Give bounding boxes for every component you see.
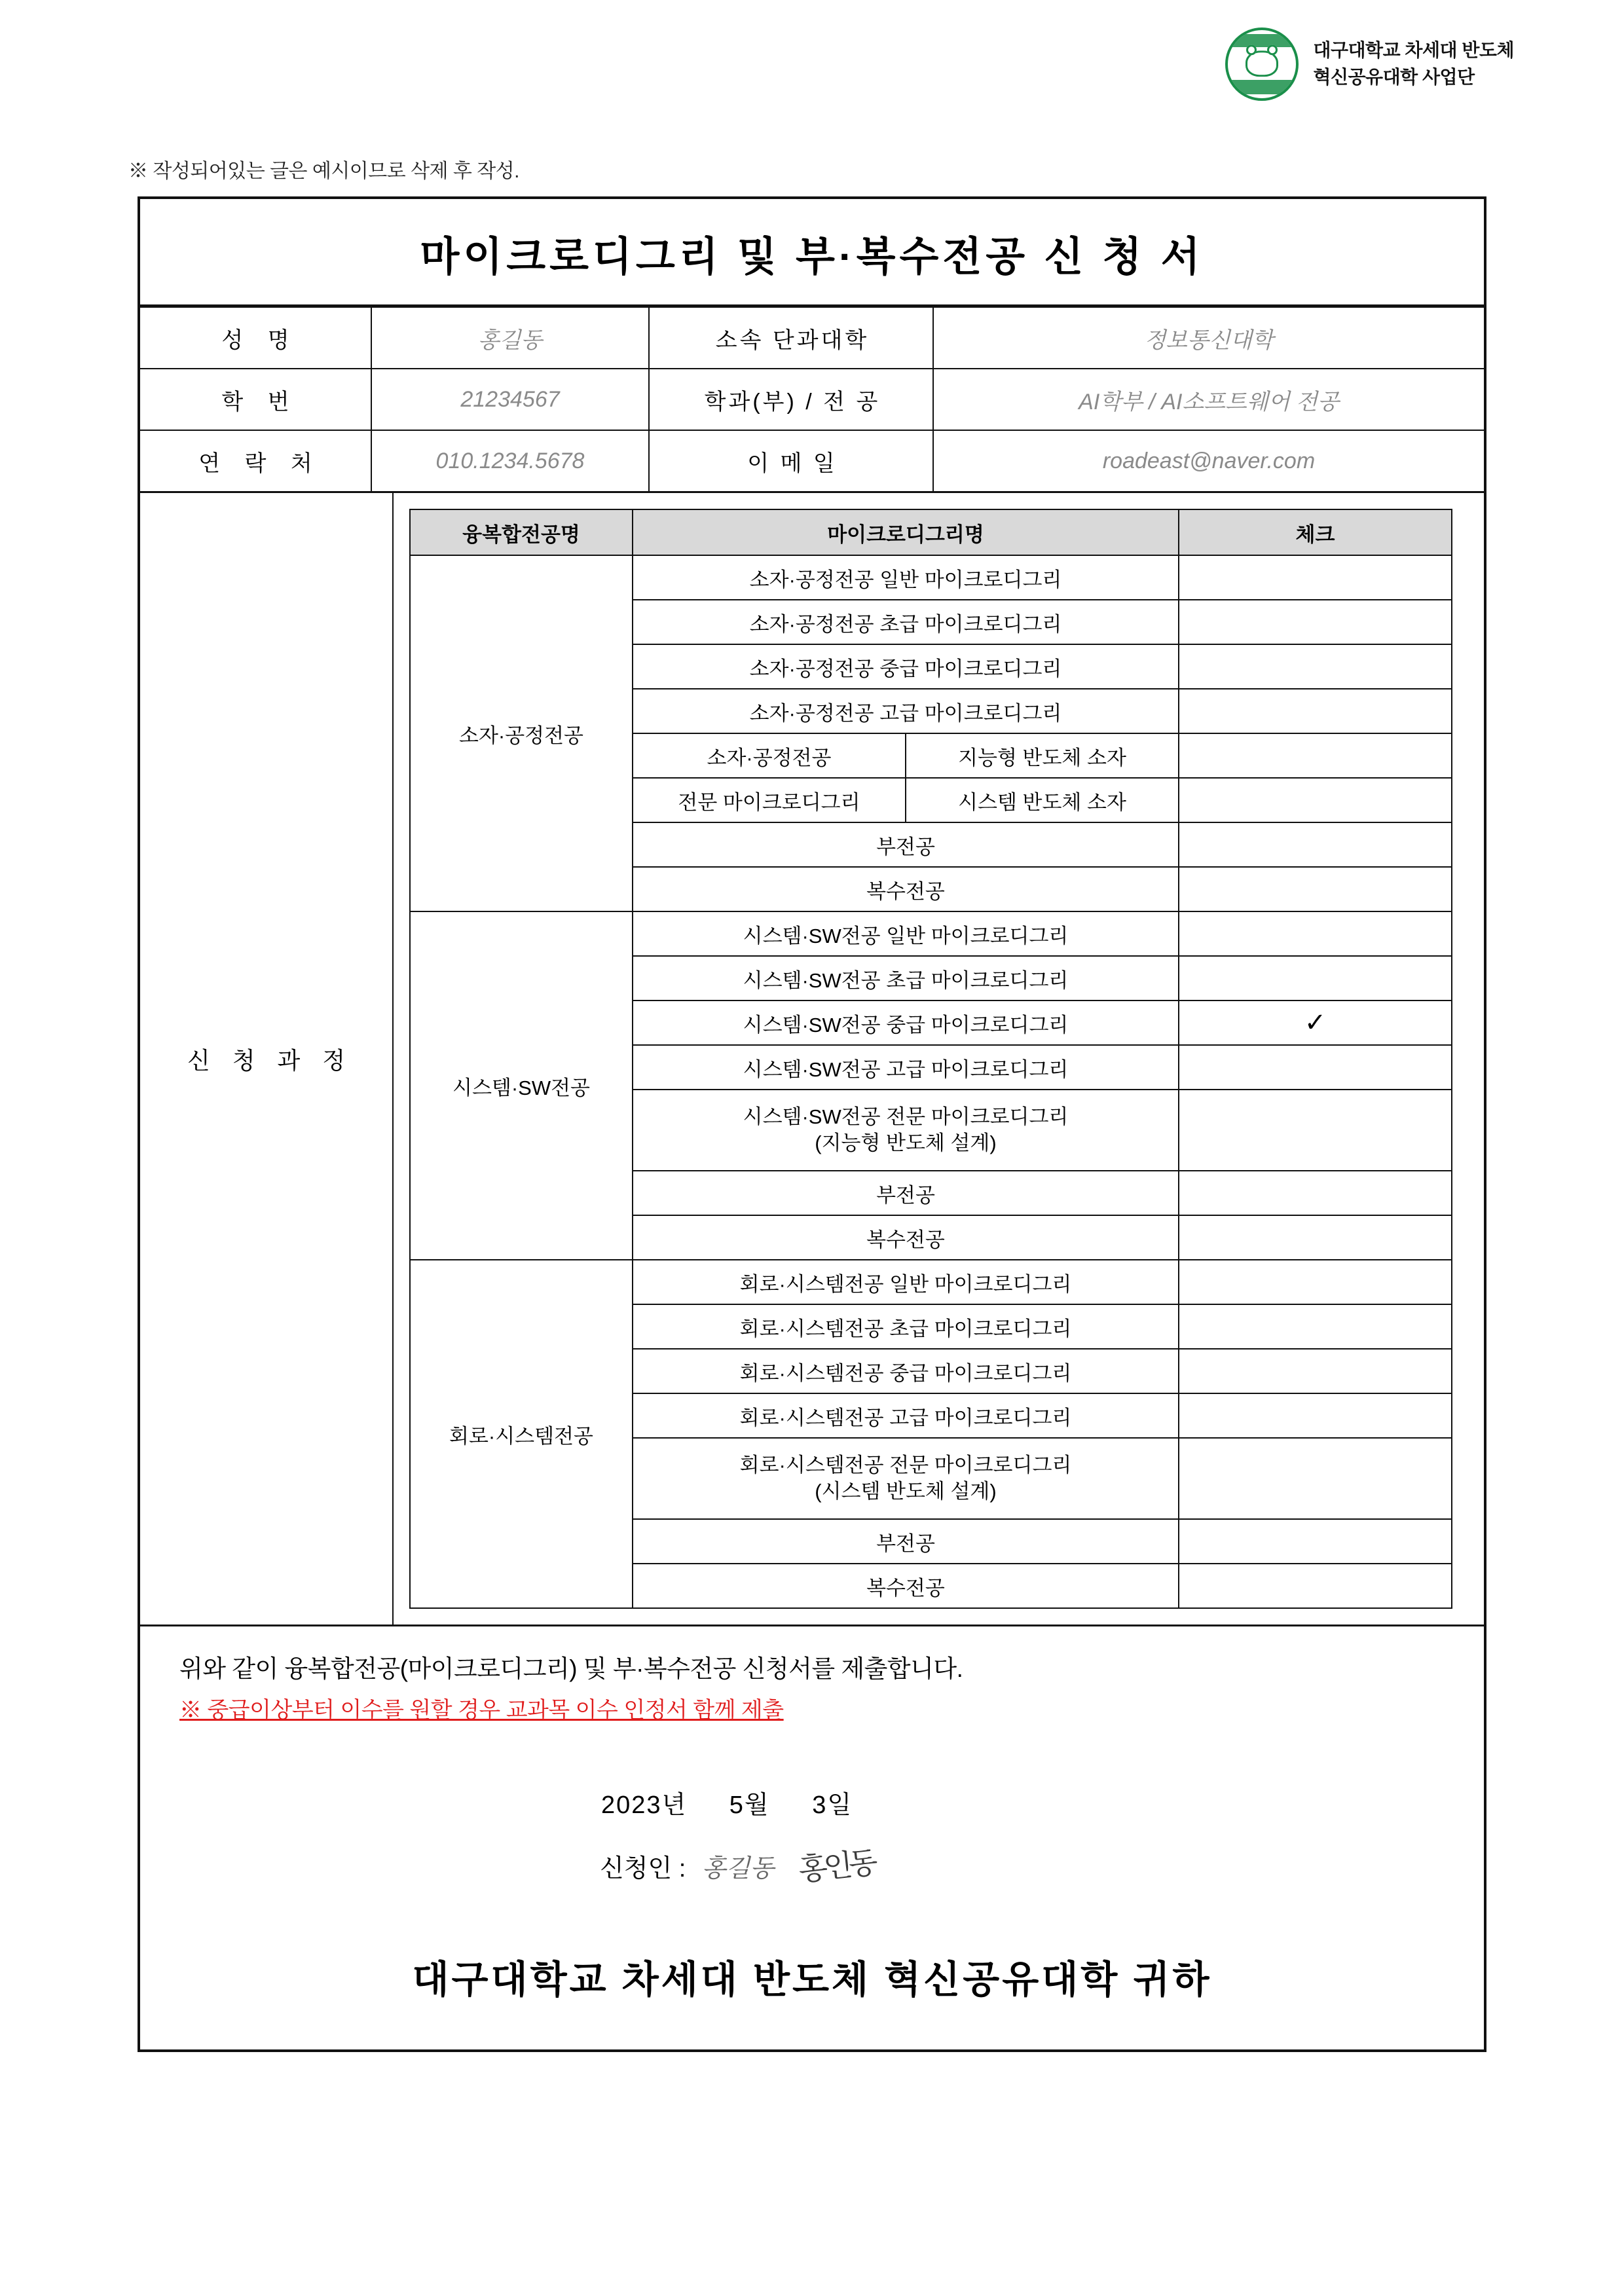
course-name: 시스템·SW전공 일반 마이크로디그리 [633,911,1179,956]
date-month: 5월 [729,1791,770,1819]
date-year: 2023년 [600,1791,688,1819]
student-number-label: 학 번 [140,369,371,430]
course-name: 복수전공 [633,1564,1179,1608]
course-name-prefix: 전문 마이크로디그리 [633,778,906,822]
course-checkbox-cell[interactable] [1179,1045,1452,1090]
bear-emblem-icon [1225,28,1299,101]
table-row [140,307,1484,369]
course-name: 소자·공정전공 고급 마이크로디그리 [633,689,1179,733]
course-checkbox-cell[interactable] [1179,822,1452,867]
course-group-name: 소자·공정전공 [410,555,633,911]
course-table [409,509,1452,1609]
signature-label: 신청인 : [600,1855,686,1882]
course-group-name: 회로·시스템전공 [410,1260,633,1608]
signature-name[interactable]: 홍길동 [701,1855,775,1882]
course-checkbox-cell[interactable] [1179,1215,1452,1260]
table-row [140,369,1484,430]
course-name: 지능형 반도체 소자 [906,733,1179,778]
table-row [410,911,1452,956]
course-name: 소자·공정전공 일반 마이크로디그리 [633,555,1179,600]
course-checkbox-cell[interactable] [1179,1090,1452,1171]
column-header-group: 융복합전공명 [410,509,633,555]
college-value[interactable]: 정보통신대학 [933,307,1484,369]
addressee: 대구대학교 차세대 반도체 혁신공유대학 귀하 [412,1958,1212,2001]
course-checkbox-cell[interactable] [1179,867,1452,911]
course-name: 시스템·SW전공 초급 마이크로디그리 [633,956,1179,1001]
instruction-note: ※ 작성되어있는 글은 예시이므로 삭제 후 작성. [128,160,519,182]
course-checkbox-cell[interactable] [1179,778,1452,822]
course-name: 소자·공정전공 초급 마이크로디그리 [633,600,1179,644]
organization-name [1313,37,1514,90]
application-form [138,196,1486,2052]
course-name: 회로·시스템전공 고급 마이크로디그리 [633,1393,1179,1438]
statement-line-1: 위와 같이 융복합전공(마이크로디그리) 및 부·복수전공 신청서를 제출합니다. [179,1655,963,1682]
organization-name-line2: 혁신공유대학 사업단 [1313,67,1475,87]
date-day: 3일 [812,1791,853,1819]
course-name: 복수전공 [633,1215,1179,1260]
course-checkbox-cell[interactable] [1179,1349,1452,1393]
email-label: 이 메 일 [649,430,933,491]
course-checkbox-cell[interactable] [1179,733,1452,778]
course-checkbox-cell[interactable]: ✓ [1179,1001,1452,1045]
course-name: 부전공 [633,1171,1179,1215]
course-checkbox-cell[interactable] [1179,1393,1452,1438]
organization-logo [1225,28,1514,101]
course-checkbox-cell[interactable] [1179,1171,1452,1215]
course-checkbox-cell[interactable] [1179,1260,1452,1304]
organization-name-line1: 대구대학교 차세대 반도체 [1313,40,1514,61]
table-row [140,430,1484,491]
course-checkbox-cell[interactable] [1179,956,1452,1001]
student-number-value[interactable]: 21234567 [371,369,649,430]
course-name: 시스템 반도체 소자 [906,778,1179,822]
course-name: 회로·시스템전공 중급 마이크로디그리 [633,1349,1179,1393]
name-label: 성 명 [140,307,371,369]
column-header-course: 마이크로디그리명 [633,509,1179,555]
table-row [410,1260,1452,1304]
course-name: 부전공 [633,1519,1179,1564]
signature-stamp: 홍인동 [796,1845,876,1888]
page-title: 마이크로디그리 및 부·복수전공 신 청 서 [140,199,1484,306]
course-name: 소자·공정전공 중급 마이크로디그리 [633,644,1179,689]
course-name: 회로·시스템전공 일반 마이크로디그리 [633,1260,1179,1304]
course-checkbox-cell[interactable] [1179,600,1452,644]
course-name: 시스템·SW전공 전문 마이크로디그리 (지능형 반도체 설계) [633,1090,1179,1171]
submission-statement [140,1625,1484,1886]
course-name: 시스템·SW전공 고급 마이크로디그리 [633,1045,1179,1090]
table-row [410,555,1452,600]
column-header-check: 체크 [1179,509,1452,555]
application-course-section [140,491,1484,1625]
course-checkbox-cell[interactable] [1179,1519,1452,1564]
applicant-info-table [140,306,1484,491]
course-name: 복수전공 [633,867,1179,911]
name-value[interactable]: 홍길동 [371,307,649,369]
contact-value[interactable]: 010.1234.5678 [371,430,649,491]
course-checkbox-cell[interactable] [1179,1438,1452,1519]
course-name: 회로·시스템전공 전문 마이크로디그리 (시스템 반도체 설계) [633,1438,1179,1519]
signature-line [179,1843,1445,1886]
college-label: 소속 단과대학 [649,307,933,369]
course-name: 부전공 [633,822,1179,867]
contact-label: 연 락 처 [140,430,371,491]
statement-line-2: ※ 중급이상부터 이수를 원할 경우 교과목 이수 인정서 함께 제출 [179,1698,784,1723]
course-checkbox-cell[interactable] [1179,555,1452,600]
course-name: 회로·시스템전공 초급 마이크로디그리 [633,1304,1179,1349]
course-checkbox-cell[interactable] [1179,689,1452,733]
course-checkbox-cell[interactable] [1179,1304,1452,1349]
course-group-name: 시스템·SW전공 [410,911,633,1260]
course-name: 시스템·SW전공 중급 마이크로디그리 [633,1001,1179,1045]
course-checkbox-cell[interactable] [1179,911,1452,956]
date-line [179,1784,1445,1820]
course-name-prefix: 소자·공정전공 [633,733,906,778]
email-value[interactable]: roadeast@naver.com [933,430,1484,491]
department-label: 학과(부) / 전 공 [649,369,933,430]
course-checkbox-cell[interactable] [1179,1564,1452,1608]
table-header-row [410,509,1452,555]
section-label: 신 청 과 정 [140,493,394,1625]
course-checkbox-cell[interactable] [1179,644,1452,689]
department-value[interactable]: AI학부 / AI소프트웨어 전공 [933,369,1484,430]
